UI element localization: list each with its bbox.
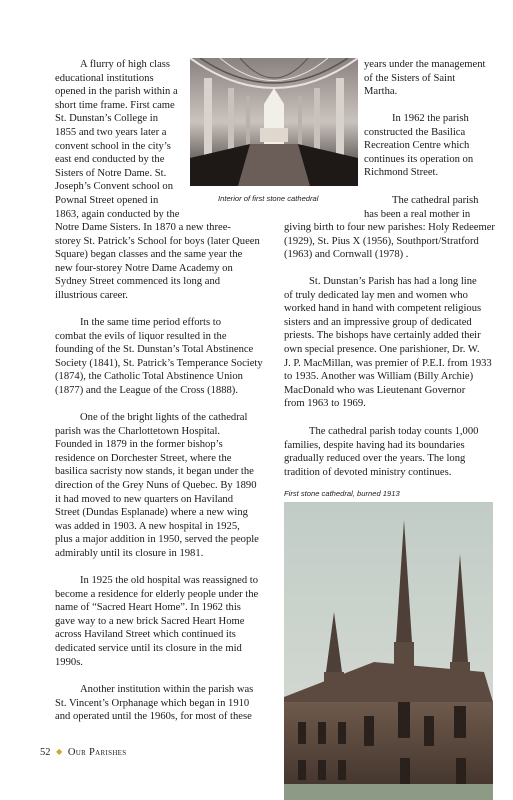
col2-paragraph-1: years under the management of the Sisters of Saint Martha. (364, 59, 486, 98)
col1-paragraph-2: In the same time period efforts to combat the evils of liquor resulted in the founding of the St. Dunstan’s Total Abstinence Society (1841), St. Patrick’s Temperance Society (1874), the Catholic Total Abstinence Union (1877) and the League of the Cross (1888). (55, 317, 263, 396)
interior-cathedral-photo (190, 58, 358, 186)
col1-paragraph-1-continued: Notre Dame Sisters. In 1870 a new three- storey St. Patrick’s School for boys (later Queen Square) began classes and the same year the new four-storey Notre Dame Academy on Sydney Street commenced its long and illustrious career. (55, 222, 260, 301)
exterior-photo-illustration (284, 502, 493, 800)
col1-paragraph-4: In 1925 the old hospital was reassigned to become a residence for elderly people under the name of “Sacred Heart Home”. In 1962 this gave way to a new brick Sacred Heart Home across Haviland Street which continued its dedicated service until its closure in the mid 1990s. (55, 575, 259, 668)
col2-paragraph-2: In 1962 the parish constructed the Basilica Recreation Centre which continues its operation on Richmond Street. (364, 113, 474, 179)
exterior-photo-caption: First stone cathedral, burned 1913 (284, 489, 400, 498)
col2-paragraph-5: The cathedral parish today counts 1,000 families, despite having had its boundaries gradually reduced over the years. The long tradition of devoted ministry continues. (284, 426, 479, 478)
page-number: 52 (40, 747, 51, 758)
col2-paragraph-4: St. Dunstan’s Parish has had a long line of truly dedicated lay men and women who worked hand in hand with competent religious sisters and an impressive group of dedicated priests. The bishops have certainly added their own special presence. One parishioner, Dr. W. J. P. MacMillan, was premier of P.E.I. from 1933 to 1935. Another was William (Billy Archie) MacDonald who was Lieutenant Governor from 1963 to 1969. (284, 276, 492, 410)
col1-paragraph-1: A flurry of high class educational institutions opened in the parish within a short time frame. First came St. Dunstan’s College in 1855 and two years later a convent school in the city’s east end conducted by the Sisters of Notre Dame. St. Joseph’s Convent school on Pownal Street opened in 1863, again conducted by the (55, 59, 180, 220)
section-title: Our Parishes (67, 747, 127, 758)
diamond-icon: ◆ (56, 747, 63, 756)
interior-photo-illustration (190, 58, 358, 186)
exterior-cathedral-photo (284, 502, 493, 800)
col2-paragraph-3-continued: giving birth to four new parishes: Holy Redeemer (1929), St. Pius X (1956), Southport/Stratford (1963) and Cornwall (1978) . (284, 222, 495, 261)
col1-paragraph-3: One of the bright lights of the cathedral parish was the Charlottetown Hospital. Founded in 1879 in the former bishop’s residence on Dorchester Street, where the basilica sacristy now stands, it began under the direction of the Grey Nuns of Quebec. By 1890 it had moved to new quarters on Haviland Street (Dundas Esplanade) where a new wing was added in 1903. A new hospital in 1925, plus a major addition in 1950, served the people admirably until its closure in 1981. (55, 412, 259, 559)
page-footer (40, 747, 126, 758)
col1-paragraph-5: Another institution within the parish was St. Vincent’s Orphanage which began in 1910 and operated until the 1960s, for most of these (55, 684, 254, 723)
col2-paragraph-3: The cathedral parish has been a real mother in (364, 195, 479, 220)
interior-photo-caption: Interior of first stone cathedral (218, 194, 319, 203)
